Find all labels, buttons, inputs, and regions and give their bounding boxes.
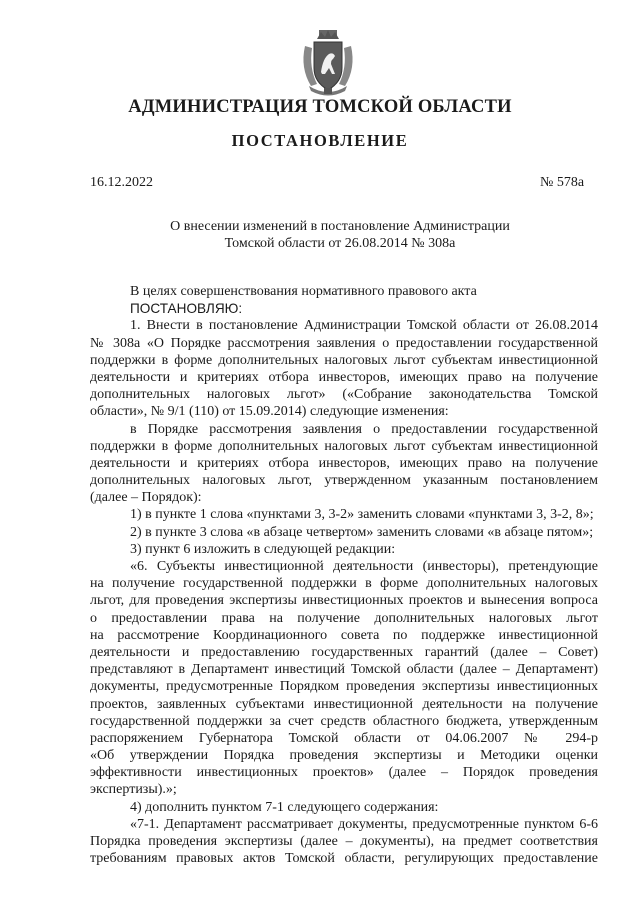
body-line: экспертизы).»; (90, 782, 177, 798)
body-line: (далее – Порядок): (90, 490, 202, 506)
body-line: поддержки в форме дополнительных налоговых льгот субъектам инвестиционной (90, 438, 598, 454)
body-line: проектов, заявленных субъектами инвестиционной деятельности на получение (90, 696, 598, 712)
body-line: о предоставлении права на получение дополнительных налоговых льгот (90, 610, 598, 626)
body-line: поддержки в форме дополнительных налоговых льгот субъектам инвестиционной (90, 352, 598, 368)
coat-of-arms-icon (297, 28, 359, 96)
resolution-keyword: ПОСТАНОВЛЯЮ: (130, 301, 243, 317)
body-line: области», № 9/1 (110) от 15.09.2014) следующие изменения: (90, 404, 449, 420)
body-line: представляют в Департамент инвестиций Томской области (далее – Департамент) (90, 662, 598, 678)
body-line: «6. Субъекты инвестиционной деятельности (инвесторы), претендующие (130, 559, 598, 574)
body-line: 1) в пункте 1 слова «пунктами 3, 3-2» заменить словами «пунктами 3, 3-2, 8»; (130, 507, 594, 523)
body-line: документы, предусмотренные Порядком проведения экспертизы инвестиционных (90, 679, 598, 695)
body-line: льгот, для проведения экспертизы инвестиционных проектов и вынесения вопроса (90, 593, 598, 609)
body-line: дополнительных налоговых льгот, утвержденном указанным постановлением (90, 473, 598, 489)
body-line: государственной поддержки за счет средств областного бюджета, утвержденным (90, 713, 598, 729)
body-line: в Порядке рассмотрения заявления о предоставлении государственной (130, 421, 598, 437)
body-line: деятельности и критериях отбора инвесторов, имеющих право на получение (90, 455, 598, 471)
body-line: на рассмотрение Координационного совета по поддержке инвестиционной (90, 627, 598, 643)
body-line: 2) в пункте 3 слова «в абзаце четвертом» заменить словами «в абзаце пятом»; (130, 524, 594, 540)
organization-title: АДМИНИСТРАЦИЯ ТОМСКОЙ ОБЛАСТИ (128, 97, 512, 117)
subject-line: О внесении изменений в постановление Администрации (170, 219, 510, 234)
document-date: 16.12.2022 (90, 175, 153, 190)
body-line: деятельности и предоставлению государственных гарантий (далее – Совет) (90, 644, 598, 660)
body-line: деятельности и критериях отбора инвесторов, имеющих право на получение (90, 369, 598, 385)
body-line: 3) пункт 6 изложить в следующей редакции: (130, 541, 396, 557)
body-line: распоряжением Губернатора Томской области от 04.06.2007 № 294-р (90, 730, 598, 746)
body-line: Порядка проведения экспертизы (далее – документы), на предмет соответствия (90, 834, 598, 849)
body-line: «Об утверждении Порядка проведения экспертизы и Методики оценки (90, 748, 598, 764)
body-line: 4) дополнить пунктом 7-1 следующего содержания: (130, 799, 439, 815)
document-type-title: ПОСТАНОВЛЕНИЕ (231, 131, 409, 150)
subject-line: Томской области от 26.08.2014 № 308а (224, 236, 456, 251)
body-line: эффективности инвестиционных проектов» (далее – Порядок проведения (90, 765, 598, 781)
document-number: № 578а (540, 175, 585, 190)
document-body (90, 283, 598, 867)
body-line: дополнительных налоговых льгот» («Собрание законодательства Томской (90, 387, 598, 403)
body-line: требованиям правовых актов Томской области, регулирующих предоставление (90, 851, 598, 867)
body-line: № 308а «О Порядке рассмотрения заявления о предоставлении государственной (90, 335, 598, 351)
body-line: на получение государственной поддержки в форме дополнительных налоговых (90, 576, 598, 592)
body-line: «7-1. Департамент рассматривает документы, предусмотренные пунктом 6-6 (130, 816, 598, 832)
body-line: 1. Внести в постановление Администрации Томской области от 26.08.2014 (130, 318, 598, 334)
document-subject (150, 218, 530, 252)
body-line: В целях совершенствования нормативного правового акта (130, 284, 477, 299)
